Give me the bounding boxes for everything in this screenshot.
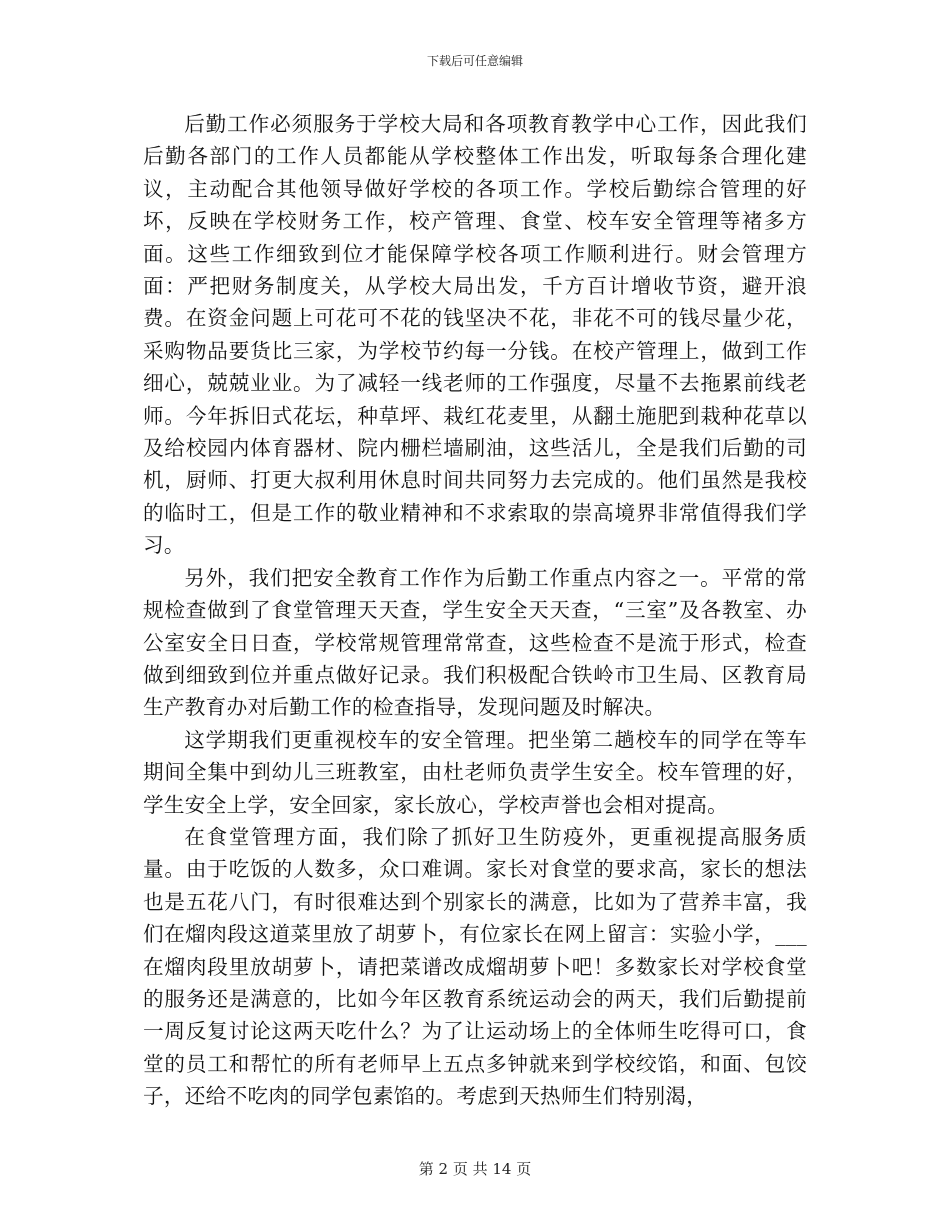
paragraph: 另外，我们把安全教育工作作为后勤工作重点内容之一。平常的常规检查做到了食堂管理天天查，学生安全天天查，“三室”及各教室、办公室安全日日查，学校常规管理常常查，这些检查不是流于形式，检查做到细致到位并重点做好记录。我们积极配合铁岭市卫生局、区教育局生产教育办对后勤工作的检查指导，发现问题及时解决。 xyxy=(143,565,807,720)
paragraph: 后勤工作必须服务于学校大局和各项教育教学中心工作，因此我们后勤各部门的工作人员都能从学校整体工作出发，听取每条合理化建议，主动配合其他领导做好学校的各项工作。学校后勤综合管理的好坏，反映在学校财务工作，校产管理、食堂、校车安全管理等褚多方面。这些工作细致到位才能保障学校各项工作顺利进行。财会管理方面：严把财务制度关，从学校大局出发，千方百计增收节资，避开浪费。在资金问题上可花可不花的钱坚决不花，非花不可的钱尽量少花，采购物品要货比三家，为学校节约每一分钱。在校产管理上，做到工作细心，兢兢业业。为了减轻一线老师的工作强度，尽量不去拖累前线老师。今年拆旧式花坛，种草坪、栽红花麦里，从翻土施肥到栽种花草以及给校园内体育器材、院内栅栏墙刷油，这些活儿，全是我们后勤的司机，厨师、打更大叔利用休息时间共同努力去完成的。他们虽然是我校的临时工，但是工作的敬业精神和不求索取的崇高境界非常值得我们学习。 xyxy=(143,112,807,558)
page-header-note: 下载后可任意编辑 xyxy=(426,54,523,68)
paragraph: 这学期我们更重视校车的安全管理。把坐第二趟校车的同学在等车期间全集中到幼儿三班教室，由杜老师负责学生安全。校车管理的好，学生安全上学，安全回家，家长放心，学校声誉也会相对提高。 xyxy=(143,727,807,817)
document-body xyxy=(143,108,807,1113)
page-number: 第 2 页 共 14 页 xyxy=(418,1160,532,1178)
paragraph: 在食堂管理方面，我们除了抓好卫生防疫外，更重视提高服务质量。由于吃饭的人数多，众口难调。家长对食堂的要求高，家长的想法也是五花八门，有时很难达到个别家长的满意，比如为了营养丰富，我们在熘肉段这道菜里放了胡萝卜，有位家长在网上留言：实验小学，___在熘肉段里放胡萝卜，请把菜谱改成熘胡萝卜吧！多数家长对学校食堂的服务还是满意的，比如今年区教育系统运动会的两天，我们后勤提前一周反复讨论这两天吃什么？为了让运动场上的全体师生吃得可口，食堂的员工和帮忙的所有老师早上五点多钟就来到学校绞馅，和面、包饺子，还给不吃肉的同学包素馅的。考虑到天热师生们特别渴， xyxy=(143,824,807,1109)
